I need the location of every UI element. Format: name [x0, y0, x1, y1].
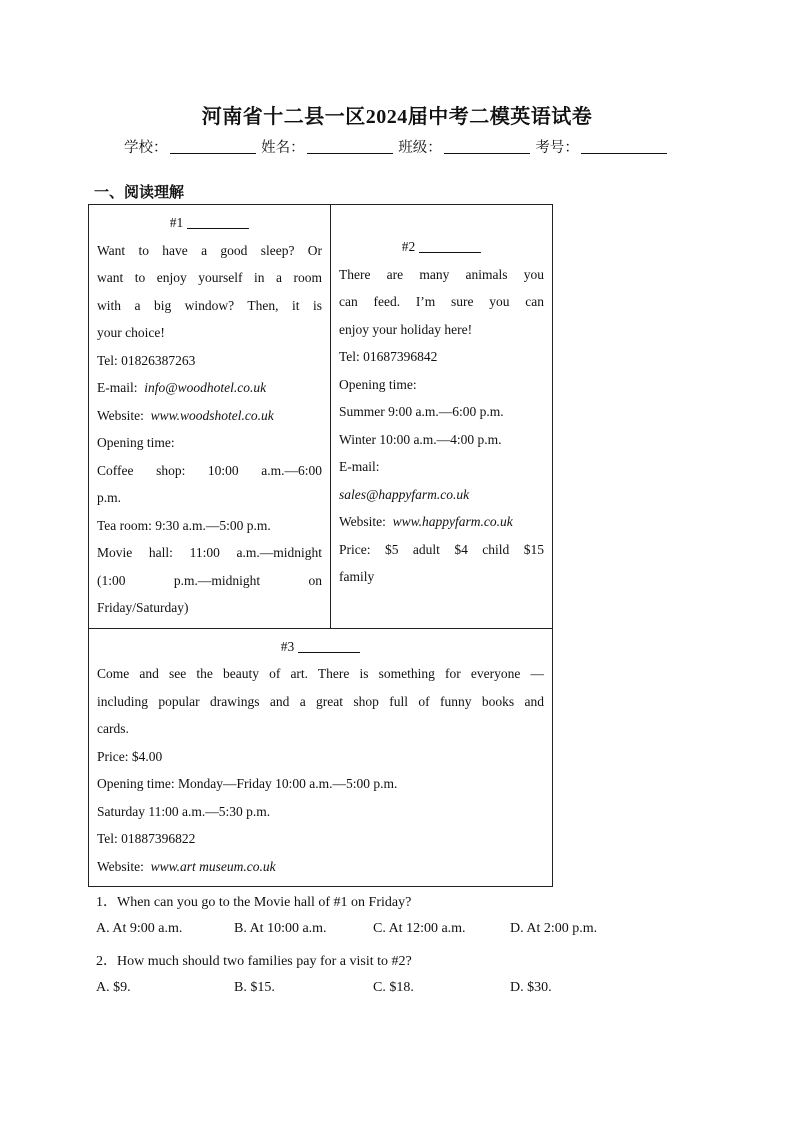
ad-3-opening: Opening time: Monday—Friday 10:00 a.m.—5:00 p.m. [97, 776, 398, 791]
question-1-option-d[interactable]: D. At 2:00 p.m. [510, 921, 598, 936]
page-title: 河南省十二县一区2024届中考二模英语试卷 [201, 106, 593, 128]
ad-2-price-cont: family [339, 569, 375, 584]
ad-1-movie-note: (1:00 p.m.—midnight on [97, 572, 322, 588]
number-blank[interactable] [581, 141, 667, 154]
ad-3-cell [89, 628, 553, 887]
name-blank[interactable] [307, 141, 393, 154]
ad-2-label: #2 [339, 233, 544, 261]
ad-2-summer: Summer 9:00 a.m.—6:00 p.m. [339, 404, 504, 419]
school-blank[interactable] [170, 141, 256, 154]
ad-2-cell [331, 205, 553, 629]
ad-2-website: Website: www.happyfarm.co.uk [339, 514, 513, 529]
ad-3-saturday: Saturday 11:00 a.m.—5:30 p.m. [97, 803, 271, 819]
question-1-option-c[interactable]: C. At 12:00 a.m. [373, 921, 466, 936]
ad-1-website: Website: www.woodshotel.co.uk [97, 407, 274, 423]
ad-2-winter: Winter 10:00 a.m.—4:00 p.m. [339, 431, 502, 447]
question-2-option-b[interactable]: B. $15. [234, 980, 275, 995]
ad-1-line: want to enjoy yourself in a room [97, 270, 322, 285]
ad-2-price: Price: $5 adult $4 child $15 [339, 541, 544, 557]
ad-1-label: #1 [97, 209, 322, 237]
section-heading: 一、阅读理解 [94, 185, 185, 201]
school-label: 学校： [124, 140, 168, 156]
ad-2-email [339, 481, 544, 509]
question-2-stem: 2．How much should two families pay for a visit to #2? [96, 954, 412, 969]
class-blank[interactable] [444, 141, 530, 154]
ad-2-blank[interactable] [419, 239, 481, 253]
ad-2-website-link[interactable]: www.happyfarm.co.uk [392, 514, 513, 529]
question-2-option-d[interactable]: D. $30. [510, 980, 552, 995]
ad-3-line: including popular drawings and a great shop full of funny books and [97, 693, 544, 709]
ad-1-movie-note-cont: Friday/Saturday) [97, 600, 189, 615]
ad-3-price: Price: $4.00 [97, 748, 163, 764]
ad-1-line: Want to have a good sleep? Or [97, 242, 322, 258]
class-label: 班级： [398, 140, 442, 156]
ad-1-movie: Movie hall: 11:00 a.m.—midnight [97, 545, 322, 560]
ad-3-website-link[interactable]: www.art museum.co.uk [150, 858, 276, 874]
question-2-option-c[interactable]: C. $18. [373, 980, 414, 995]
number-label: 考号： [535, 140, 579, 156]
ad-3-label: #3 [97, 633, 544, 661]
ad-2-email-label: E-mail: [339, 459, 380, 474]
ad-2-line: There are many animals you [339, 266, 544, 282]
ad-1-email: E-mail: info@woodhotel.co.uk [97, 380, 267, 395]
ad-1-website-link[interactable]: www.woodshotel.co.uk [150, 407, 274, 423]
ad-2-email-link[interactable]: sales@happyfarm.co.uk [339, 486, 470, 502]
ad-1-opening: Opening time: [97, 435, 175, 450]
ad-1-line: your choice! [97, 325, 165, 340]
ad-1-line: with a big window? Then, it is [97, 297, 322, 313]
question-2-option-a[interactable]: A. $9. [96, 980, 131, 995]
ad-1-email-link[interactable]: info@woodhotel.co.uk [144, 380, 267, 395]
ad-3-blank[interactable] [298, 639, 360, 653]
question-1-stem: 1．When can you go to the Movie hall of #1 on Friday? [96, 895, 412, 910]
ad-1-tel: Tel: 01826387263 [97, 352, 196, 368]
ad-1-coffee: Coffee shop: 10:00 a.m.—6:00 [97, 462, 322, 478]
question-1-option-b[interactable]: B. At 10:00 a.m. [234, 921, 327, 936]
ads-table [88, 204, 553, 887]
ad-2-opening: Opening time: [339, 376, 417, 392]
ad-2-line: enjoy your holiday here! [339, 321, 473, 337]
ad-2-line: can feed. I’m sure you can [339, 294, 544, 309]
ad-1-cell [89, 205, 331, 629]
question-1-option-a[interactable]: A. At 9:00 a.m. [96, 921, 183, 936]
ad-1-tea: Tea room: 9:30 a.m.—5:00 p.m. [97, 517, 271, 533]
name-label: 姓名： [261, 140, 305, 156]
ad-2-tel: Tel: 01687396842 [339, 349, 438, 364]
student-info-line [124, 136, 669, 157]
ad-3-line: Come and see the beauty of art. There is something for everyone — [97, 666, 544, 681]
ad-3-website: Website: www.art museum.co.uk [97, 858, 276, 874]
ad-3-line: cards. [97, 721, 129, 736]
ad-1-blank[interactable] [187, 215, 249, 229]
ad-1-coffee-cont: p.m. [97, 490, 122, 505]
ad-3-tel: Tel: 01887396822 [97, 831, 196, 846]
